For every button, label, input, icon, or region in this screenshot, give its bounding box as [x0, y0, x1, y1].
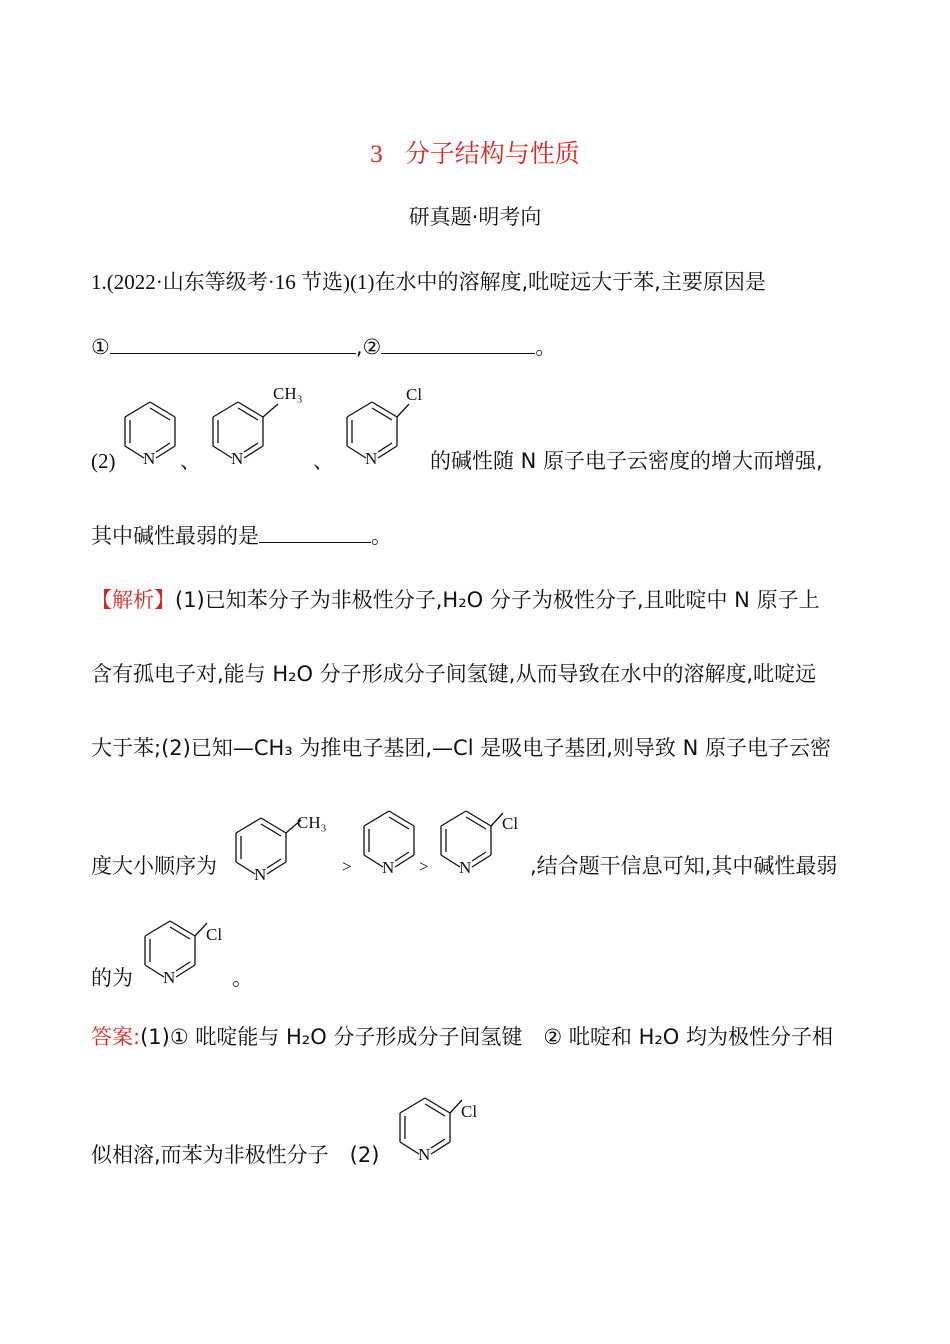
- analysis-line-4-suffix: ,结合题干信息可知,其中碱性最弱: [530, 854, 838, 878]
- n-label: N: [254, 865, 267, 884]
- 3-methylpyridine-structure: [234, 813, 344, 884]
- cl-label: Cl: [461, 1102, 478, 1121]
- analysis-label: 【解析】: [91, 588, 175, 612]
- 3-methylpyridine-structure: [211, 384, 321, 468]
- cl-label: Cl: [406, 385, 423, 404]
- analysis-line-3: 大于苯;(2)已知—CH₃ 为推电子基团,—Cl 是吸电子基团,则导致 N 原子电子云密: [91, 736, 831, 760]
- question-2-text: 的碱性随 N 原子电子云密度的增大而增强,: [430, 449, 823, 473]
- answer-label: 答案:: [91, 1025, 141, 1049]
- pyridine-structure: [123, 402, 183, 468]
- analysis-line-4-prefix: 度大小顺序为: [91, 854, 217, 878]
- question-1-answer-blanks: ① ,② 。: [91, 331, 556, 362]
- section-subtitle: 研真题·明考向: [408, 205, 542, 229]
- n-label: N: [231, 449, 244, 468]
- answer-line-2: 似相溶,而苯为非极性分子 (2): [91, 1143, 380, 1167]
- n-label: N: [163, 968, 176, 987]
- 3-chloropyridine-structure: [143, 921, 233, 987]
- analysis-line-2: 含有孤电子对,能与 H₂O 分子形成分子间氢键,从而导致在水中的溶解度,吡啶远: [91, 662, 817, 686]
- n-label: N: [418, 1145, 431, 1164]
- analysis-line-1: 【解析】(1)已知苯分子为非极性分子,H₂O 分子为极性分子,且吡啶中 N 原子上: [91, 588, 820, 612]
- answer-blank-1[interactable]: [110, 331, 356, 354]
- answer-blank-2[interactable]: [381, 331, 535, 354]
- question-2-line-2: 其中碱性最弱的是 。: [91, 520, 392, 551]
- n-label: N: [143, 449, 156, 468]
- analysis-line-5-prefix: 的为: [91, 966, 133, 990]
- 3-chloropyridine-structure: [398, 1098, 488, 1164]
- n-label: N: [382, 858, 395, 877]
- cl-label: Cl: [502, 814, 519, 833]
- greater-than-sign: >: [419, 857, 429, 876]
- greater-than-sign: >: [342, 857, 352, 876]
- 3-chloropyridine-structure: [439, 811, 529, 877]
- n-label: N: [459, 858, 472, 877]
- n-label: N: [365, 449, 378, 468]
- separator: 、: [180, 449, 201, 473]
- page-title: 3 分子结构与性质: [370, 139, 580, 168]
- analysis-line-5-end: 。: [232, 966, 253, 990]
- separator: 、: [313, 449, 334, 473]
- pyridine-structure: [362, 811, 422, 877]
- cl-label: Cl: [206, 925, 223, 944]
- question-1-line-1: 1.(2022·山东等级考·16 节选)(1)在水中的溶解度,吡啶远大于苯,主要原因是: [91, 270, 766, 294]
- answer-blank-3[interactable]: [259, 520, 371, 543]
- ch3-label: CH₃: [297, 813, 327, 832]
- ch3-label: CH₃: [273, 384, 303, 403]
- question-2-label: (2): [91, 449, 116, 473]
- answer-line-1: 答案:(1)① 吡啶能与 H₂O 分子形成分子间氢键 ② 吡啶和 H₂O 均为极性分子相: [91, 1025, 834, 1049]
- 3-chloropyridine-structure: [345, 385, 435, 468]
